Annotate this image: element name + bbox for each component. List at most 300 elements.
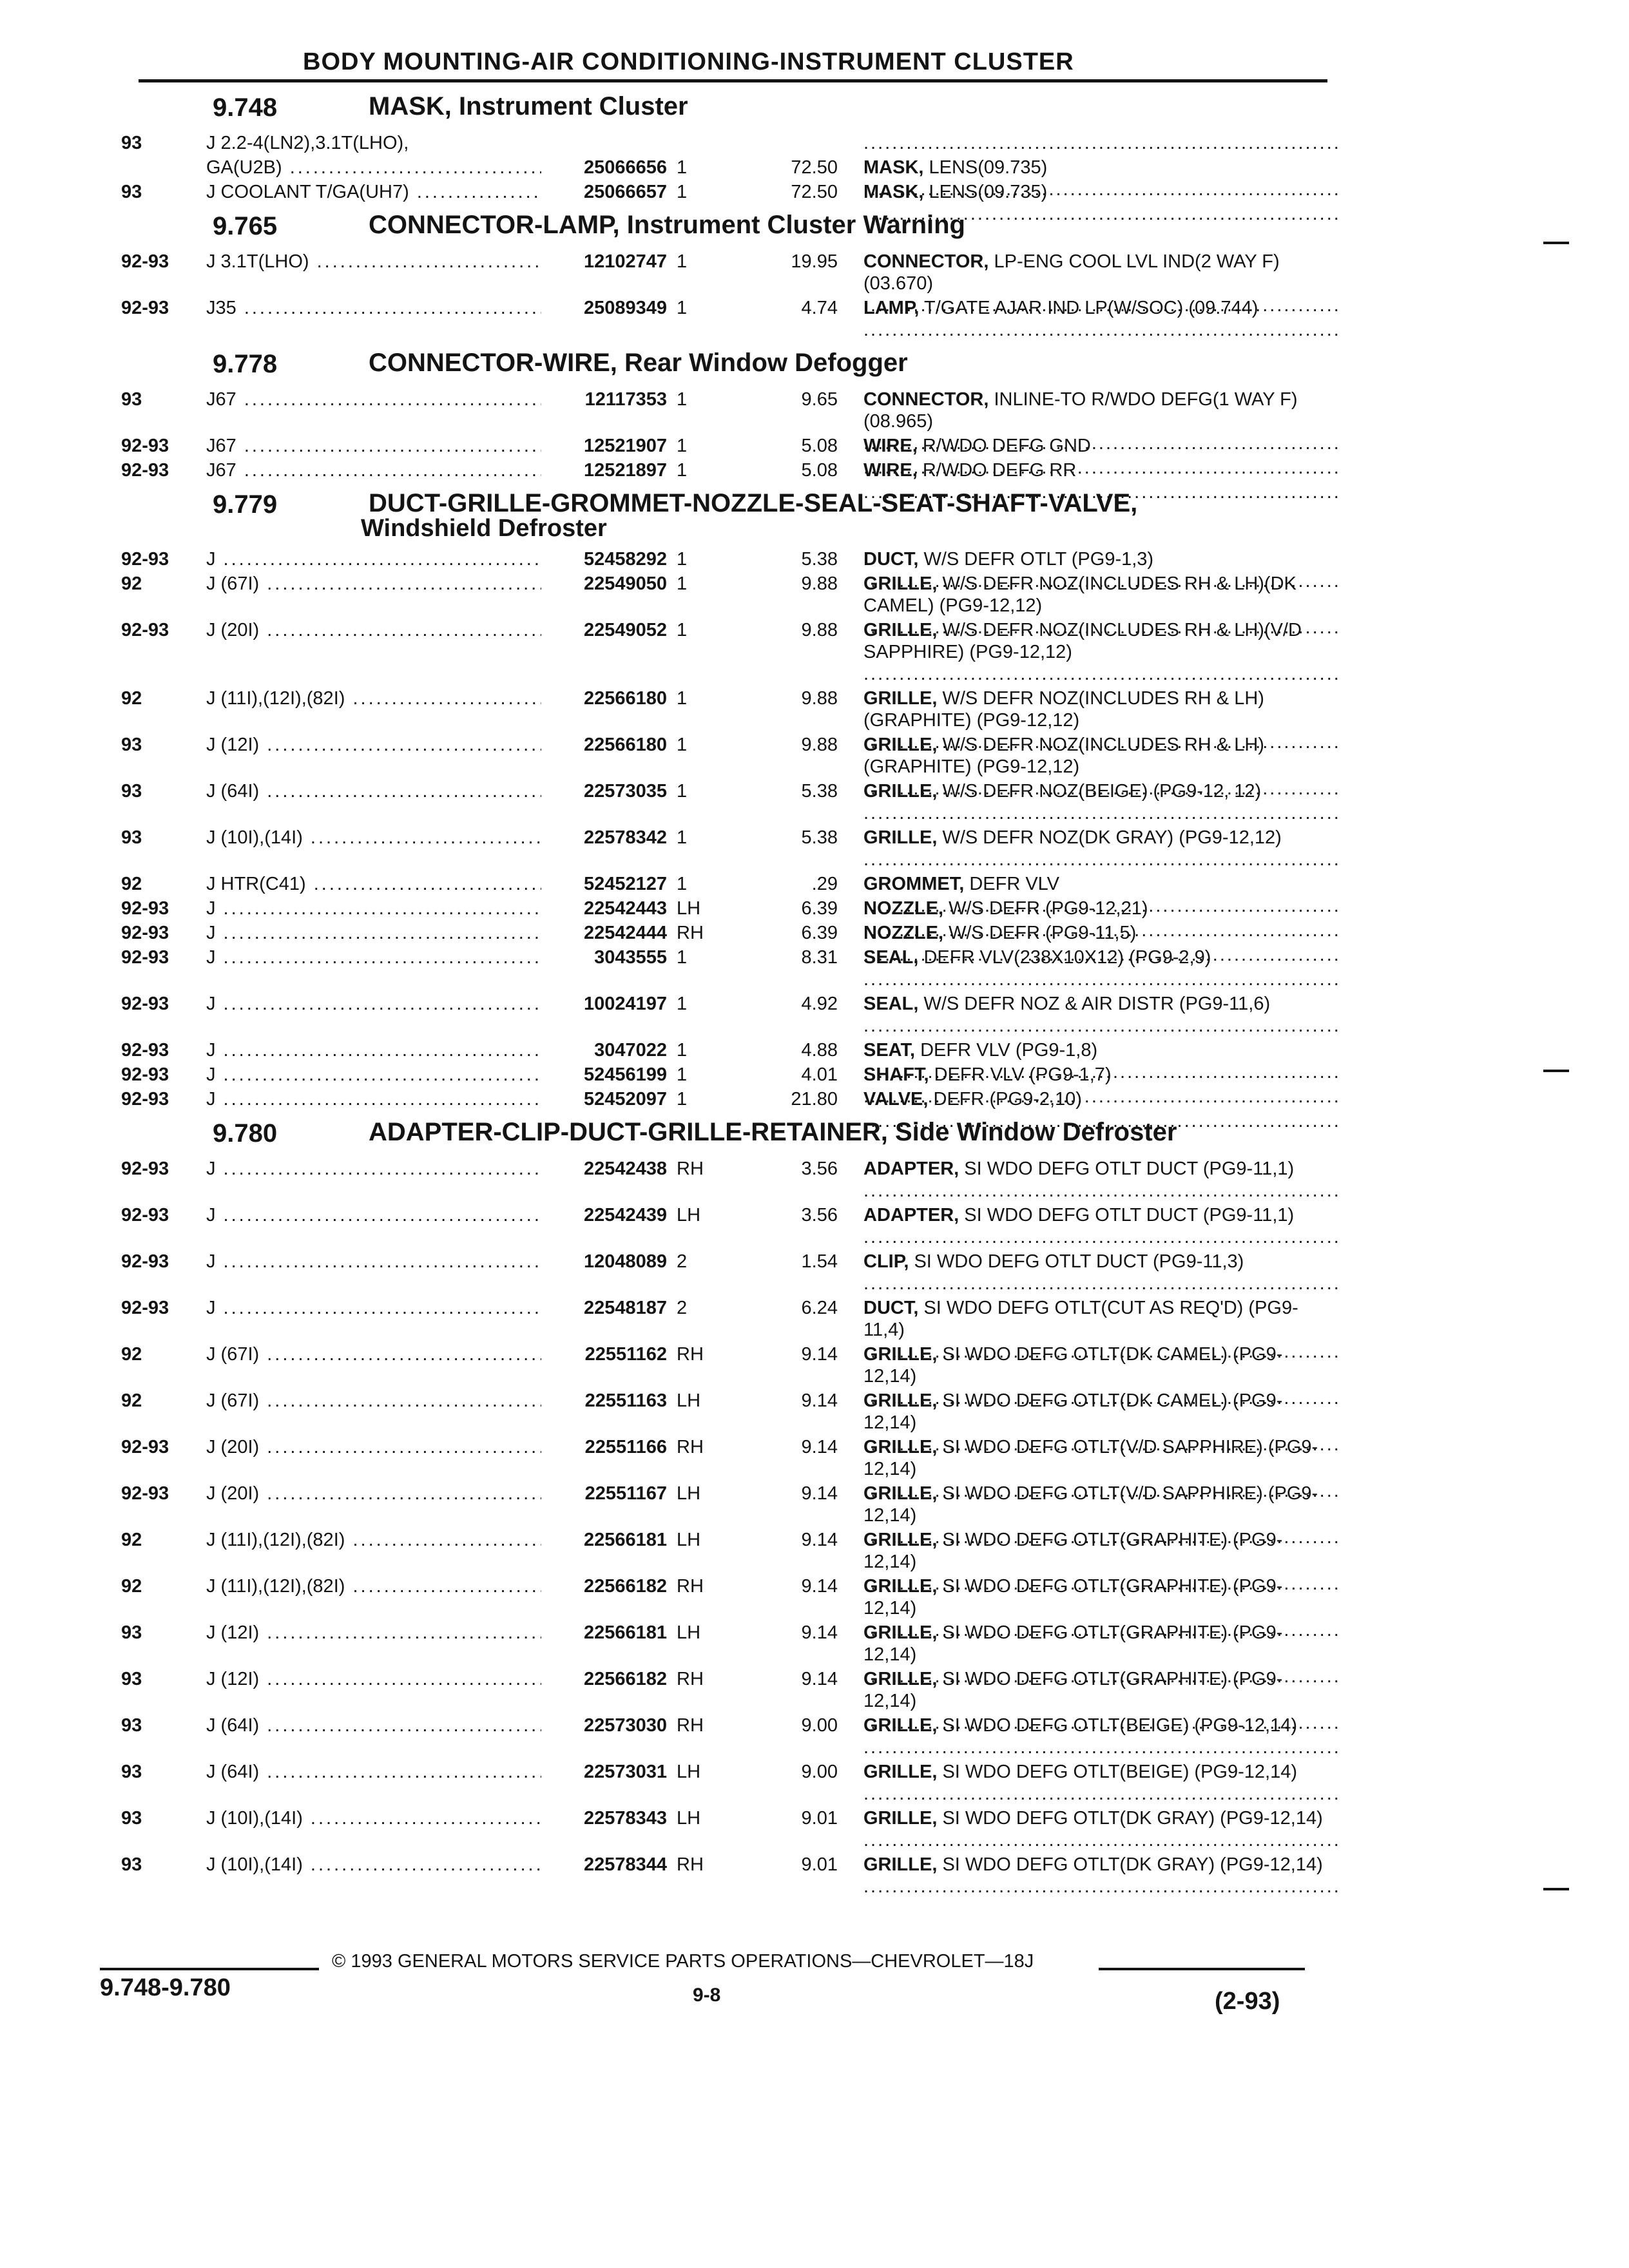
- price: 9.14: [801, 1576, 838, 1597]
- usage-code: J .....: [206, 1039, 541, 1061]
- model-year: 92-93: [121, 898, 169, 919]
- part-number: 22566182: [583, 1576, 667, 1597]
- page-header-title: BODY MOUNTING-AIR CONDITIONING-INSTRUMENT CLUSTER: [303, 48, 1074, 75]
- quantity: 1: [677, 735, 688, 755]
- part-name: GRILLE,: [863, 1483, 938, 1504]
- part-number: 25066657: [583, 182, 667, 202]
- footer-page-number: 9-8: [693, 1984, 721, 2006]
- footer-date: (2-93): [1215, 1988, 1280, 2015]
- part-description: [863, 132, 1327, 154]
- model-year: 93: [121, 1622, 142, 1643]
- price: 72.50: [791, 157, 838, 178]
- part-detail: SI WDO DEFG OTLT(CUT AS REQ'D) (PG9-11,4) .....: [863, 1298, 1341, 1362]
- price: 9.14: [801, 1437, 838, 1457]
- table-row: [0, 993, 1629, 1039]
- part-detail: SI WDO DEFG OTLT(DK CAMEL) (PG9-12,14) .....: [863, 1344, 1341, 1408]
- part-number: 22578342: [583, 827, 667, 848]
- part-name: NOZZLE,: [863, 898, 944, 919]
- usage-code: J67 .....: [206, 389, 541, 410]
- part-detail: W/S DEFR (PG9-12,21) .....: [863, 898, 1341, 941]
- section-heading: [0, 87, 1629, 132]
- quantity: 1: [677, 389, 688, 410]
- part-number: 25066656: [583, 157, 667, 178]
- table-row: [0, 687, 1629, 734]
- quantity: RH: [677, 1669, 704, 1689]
- model-year: 93: [121, 1762, 142, 1782]
- price: 6.39: [801, 898, 838, 919]
- price: 9.14: [801, 1530, 838, 1550]
- part-number: 22542443: [583, 898, 667, 919]
- price: 8.31: [801, 947, 838, 968]
- model-year: 92-93: [121, 994, 169, 1014]
- quantity: 1: [677, 573, 688, 594]
- usage-code: J .....: [206, 1204, 541, 1226]
- price: 21.80: [791, 1089, 838, 1110]
- usage-code: J67 .....: [206, 459, 541, 481]
- model-year: 93: [121, 182, 142, 202]
- usage-code: J (20I) .....: [206, 1436, 541, 1458]
- quantity: LH: [677, 1530, 701, 1550]
- section-heading: [0, 343, 1629, 389]
- part-name: GRILLE,: [863, 1808, 938, 1829]
- table-row: [0, 827, 1629, 873]
- price: 9.88: [801, 688, 838, 709]
- price: 9.01: [801, 1854, 838, 1875]
- usage-code: J35 .....: [206, 297, 541, 319]
- part-detail: SI WDO DEFG OTLT(GRAPHITE) (PG9-12,14) .....: [863, 1576, 1341, 1640]
- margin-tick: [1543, 1070, 1569, 1072]
- quantity: LH: [677, 1762, 701, 1782]
- quantity: LH: [677, 1808, 701, 1829]
- quantity: RH: [677, 1715, 704, 1736]
- part-number: 52458292: [583, 549, 667, 570]
- part-detail: LP-ENG COOL LVL IND(2 WAY F)(03.670) .....: [863, 251, 1341, 316]
- usage-code: J .....: [206, 1251, 541, 1273]
- quantity: LH: [677, 1483, 701, 1504]
- part-detail: W/S DEFR NOZ(INCLUDES RH & LH)(GRAPHITE) (PG9-12,12) .....: [863, 688, 1341, 753]
- part-number: 22551163: [584, 1390, 667, 1411]
- part-name: MASK,: [863, 182, 924, 202]
- price: 6.39: [801, 923, 838, 943]
- part-number: 25089349: [583, 298, 667, 318]
- usage-code: J .....: [206, 993, 541, 1015]
- part-detail: W/S DEFR NOZ(DK GRAY) (PG9-12,12) .....: [863, 827, 1341, 870]
- model-year: 92-93: [121, 1040, 169, 1061]
- section-title: DUCT-GRILLE-GROMMET-NOZZLE-SEAL-SEAT-SHAFT-VALVE,: [369, 489, 1138, 517]
- usage-code: J (12I) .....: [206, 1668, 541, 1690]
- part-detail: R/WDO DEFG RR .....: [863, 460, 1341, 503]
- table-row: [0, 922, 1629, 947]
- part-detail: W/S DEFR NOZ(INCLUDES RH & LH)(V/D SAPPHIRE) (PG9-12,12) .....: [863, 620, 1341, 684]
- part-detail: W/S DEFR NOZ(BEIGE) (PG9-12, 12) .....: [863, 781, 1341, 823]
- price: 5.38: [801, 781, 838, 802]
- table-row: [0, 947, 1629, 993]
- quantity: 1: [677, 1089, 688, 1110]
- model-year: 92: [121, 573, 142, 594]
- part-detail: W/S DEFR OTLT (PG9-1,3) .....: [863, 549, 1341, 591]
- part-name: GRILLE,: [863, 1576, 938, 1597]
- model-year: 92-93: [121, 436, 169, 456]
- part-number: 10024197: [583, 994, 667, 1014]
- part-description: [863, 947, 1327, 990]
- model-year: 92: [121, 688, 142, 709]
- part-description: [863, 1854, 1327, 1898]
- part-number: 22542439: [583, 1205, 667, 1225]
- part-description: [863, 780, 1327, 824]
- price: 5.38: [801, 827, 838, 848]
- price: 6.24: [801, 1298, 838, 1318]
- part-name: ADAPTER,: [863, 1205, 959, 1225]
- model-year: 92: [121, 1344, 142, 1365]
- part-detail: W/S DEFR (PG9-11,5) .....: [863, 923, 1341, 965]
- section-title: CONNECTOR-WIRE, Rear Window Defogger: [369, 349, 908, 377]
- section-number: 9.779: [213, 490, 278, 519]
- part-detail: SI WDO DEFG OTLT DUCT (PG9-11,1) .....: [863, 1158, 1341, 1201]
- part-description: [863, 827, 1327, 870]
- table-row: [0, 1088, 1629, 1113]
- model-year: 93: [121, 781, 142, 802]
- part-number: 22566181: [583, 1530, 667, 1550]
- quantity: RH: [677, 923, 704, 943]
- model-year: 92-93: [121, 1205, 169, 1225]
- part-detail: LENS(09.735) .....: [863, 182, 1341, 224]
- part-detail: DEFR VLV(238X10X12) (PG9-2,9) .....: [863, 947, 1341, 990]
- table-row: [0, 1807, 1629, 1854]
- part-number: 22551166: [584, 1437, 667, 1457]
- section-subtitle: Windshield Defroster: [361, 515, 607, 542]
- part-name: GRILLE,: [863, 620, 938, 640]
- section-title: ADAPTER-CLIP-DUCT-GRILLE-RETAINER, Side Window Defroster: [369, 1118, 1177, 1146]
- model-year: 92-93: [121, 298, 169, 318]
- price: 4.74: [801, 298, 838, 318]
- table-row: [0, 573, 1629, 619]
- part-detail: SI WDO DEFG OTLT(DK CAMEL) (PG9-12,14) .....: [863, 1390, 1341, 1455]
- model-year: 92-93: [121, 549, 169, 570]
- model-year: 93: [121, 1715, 142, 1736]
- model-year: 92-93: [121, 1483, 169, 1504]
- part-name: WIRE,: [863, 460, 918, 481]
- section-number: 9.748: [213, 93, 278, 122]
- usage-code: J .....: [206, 1088, 541, 1110]
- part-number: 22578344: [583, 1854, 667, 1875]
- part-name: GRILLE,: [863, 827, 938, 848]
- part-name: SEAL,: [863, 994, 919, 1014]
- quantity: 1: [677, 827, 688, 848]
- part-detail: [863, 133, 1341, 153]
- table-row: [0, 1575, 1629, 1622]
- part-number: 52452127: [583, 874, 667, 894]
- quantity: 1: [677, 688, 688, 709]
- model-year: 92-93: [121, 1089, 169, 1110]
- table-row: [0, 1158, 1629, 1204]
- quantity: LH: [677, 1390, 701, 1411]
- usage-code: J (64I) .....: [206, 1761, 541, 1783]
- part-number: 22573031: [583, 1762, 667, 1782]
- part-description: [863, 1158, 1327, 1202]
- usage-code: J (11I),(12I),(82I) .....: [206, 687, 541, 709]
- part-description: [863, 1204, 1327, 1248]
- table-row: [0, 873, 1629, 898]
- quantity: RH: [677, 1344, 704, 1365]
- price: 5.08: [801, 436, 838, 456]
- price: 1.54: [801, 1251, 838, 1272]
- quantity: 1: [677, 549, 688, 570]
- section-number: 9.778: [213, 350, 278, 378]
- table-row: [0, 435, 1629, 459]
- table-row: [0, 251, 1629, 297]
- model-year: 92: [121, 1390, 142, 1411]
- price: 9.88: [801, 620, 838, 640]
- price: 4.01: [801, 1064, 838, 1085]
- part-number: 22542444: [583, 923, 667, 943]
- part-name: GRILLE,: [863, 1762, 938, 1782]
- footer-rule-left: [100, 1968, 319, 1970]
- part-description: [863, 297, 1327, 341]
- model-year: 92-93: [121, 947, 169, 968]
- usage-code: J 3.1T(LHO) .....: [206, 251, 541, 273]
- table-row: [0, 1297, 1629, 1343]
- part-number: 22549052: [583, 620, 667, 640]
- price: 9.00: [801, 1715, 838, 1736]
- quantity: RH: [677, 1158, 704, 1179]
- part-detail: SI WDO DEFG OTLT(DK GRAY) (PG9-12,14) .....: [863, 1854, 1341, 1897]
- part-name: GRILLE,: [863, 1622, 938, 1643]
- part-description: [863, 1251, 1327, 1294]
- price: 19.95: [791, 251, 838, 272]
- table-row: [0, 1483, 1629, 1529]
- usage-code: J (64I) .....: [206, 780, 541, 802]
- part-number: 12102747: [583, 251, 667, 272]
- table-row: [0, 157, 1629, 181]
- part-detail: SI WDO DEFG OTLT DUCT (PG9-11,3) .....: [863, 1251, 1341, 1294]
- usage-code: J (64I) .....: [206, 1715, 541, 1736]
- section-title: MASK, Instrument Cluster: [369, 92, 688, 120]
- price: 9.00: [801, 1762, 838, 1782]
- price: 9.14: [801, 1622, 838, 1643]
- model-year: 93: [121, 1808, 142, 1829]
- usage-code: J COOLANT T/GA(UH7) .....: [206, 181, 541, 203]
- margin-tick: [1543, 1888, 1569, 1890]
- part-description: [863, 1715, 1327, 1758]
- table-row: [0, 297, 1629, 343]
- table-row: [0, 1622, 1629, 1668]
- usage-code: J (20I) .....: [206, 619, 541, 641]
- quantity: 1: [677, 460, 688, 481]
- part-name: GRILLE,: [863, 1669, 938, 1689]
- usage-code: J .....: [206, 1158, 541, 1180]
- part-name: GRILLE,: [863, 688, 938, 709]
- quantity: 1: [677, 157, 688, 178]
- section-heading: [0, 1113, 1629, 1158]
- part-name: SHAFT,: [863, 1064, 929, 1085]
- part-number: 22566180: [583, 688, 667, 709]
- usage-code: J (20I) .....: [206, 1483, 541, 1504]
- table-row: [0, 1064, 1629, 1088]
- quantity: 1: [677, 251, 688, 272]
- model-year: 93: [121, 1854, 142, 1875]
- usage-code: GA(U2B) .....: [206, 157, 541, 178]
- price: 9.65: [801, 389, 838, 410]
- model-year: 92-93: [121, 1064, 169, 1085]
- quantity: LH: [677, 1622, 701, 1643]
- table-row: [0, 898, 1629, 922]
- part-number: 52456199: [583, 1064, 667, 1085]
- part-name: MASK,: [863, 157, 924, 178]
- part-name: GRILLE,: [863, 1715, 938, 1736]
- model-year: 93: [121, 827, 142, 848]
- price: 9.88: [801, 573, 838, 594]
- part-name: DUCT,: [863, 549, 919, 570]
- part-name: GRILLE,: [863, 781, 938, 802]
- quantity: RH: [677, 1576, 704, 1597]
- section-number: 9.780: [213, 1119, 278, 1148]
- part-detail: W/S DEFR NOZ(INCLUDES RH & LH)(DK CAMEL) (PG9-12,12) .....: [863, 573, 1341, 638]
- part-number: 22549050: [583, 573, 667, 594]
- usage-code: J (67I) .....: [206, 1343, 541, 1365]
- part-name: LAMP,: [863, 298, 920, 318]
- usage-code: J HTR(C41) .....: [206, 873, 541, 895]
- table-row: [0, 1529, 1629, 1575]
- part-number: 22548187: [583, 1298, 667, 1318]
- table-row: [0, 181, 1629, 206]
- model-year: 93: [121, 735, 142, 755]
- model-year: 92-93: [121, 620, 169, 640]
- part-detail: SI WDO DEFG OTLT(BEIGE) (PG9-12,14) .....: [863, 1715, 1341, 1758]
- part-detail: DEFR VLV (PG9-1,7) .....: [863, 1064, 1341, 1107]
- part-name: GRILLE,: [863, 1854, 938, 1875]
- part-description: [863, 993, 1327, 1037]
- section-title: CONNECTOR-LAMP, Instrument Cluster Warning: [369, 211, 965, 239]
- table-row: [0, 1761, 1629, 1807]
- table-row: [0, 1251, 1629, 1297]
- part-name: CONNECTOR,: [863, 389, 989, 410]
- usage-code: J (67I) .....: [206, 573, 541, 595]
- part-number: 22566181: [583, 1622, 667, 1643]
- usage-code: J .....: [206, 548, 541, 570]
- usage-code: J .....: [206, 1297, 541, 1319]
- table-row: [0, 1854, 1629, 1900]
- quantity: 1: [677, 781, 688, 802]
- part-detail: SI WDO DEFG OTLT DUCT (PG9-11,1) .....: [863, 1205, 1341, 1247]
- table-row: [0, 132, 1629, 157]
- part-number: 22551167: [584, 1483, 667, 1504]
- part-name: WIRE,: [863, 436, 918, 456]
- usage-code: J 2.2-4(LN2),3.1T(LHO),: [206, 133, 409, 153]
- part-detail: DEFR VLV (PG9-1,8) .....: [863, 1040, 1341, 1082]
- price: 4.92: [801, 994, 838, 1014]
- usage-code: J (10I),(14I) .....: [206, 1854, 541, 1876]
- part-name: GRILLE,: [863, 1437, 938, 1457]
- table-row: [0, 619, 1629, 687]
- table-row: [0, 1436, 1629, 1483]
- usage-code: J .....: [206, 898, 541, 919]
- quantity: 1: [677, 947, 688, 968]
- table-row: [0, 1343, 1629, 1390]
- table-row: [0, 1204, 1629, 1251]
- part-name: VALVE,: [863, 1089, 929, 1110]
- part-name: GRILLE,: [863, 573, 938, 594]
- part-name: GRILLE,: [863, 1390, 938, 1411]
- model-year: 93: [121, 1669, 142, 1689]
- part-detail: SI WDO DEFG OTLT(GRAPHITE) (PG9-12,14) .....: [863, 1622, 1341, 1687]
- part-number: 22573035: [583, 781, 667, 802]
- usage-code: J .....: [206, 1064, 541, 1086]
- table-row: [0, 1390, 1629, 1436]
- part-number: 22542438: [583, 1158, 667, 1179]
- usage-code: J (12I) .....: [206, 1622, 541, 1644]
- price: 9.14: [801, 1344, 838, 1365]
- quantity: 1: [677, 620, 688, 640]
- quantity: 1: [677, 182, 688, 202]
- usage-code: J (12I) .....: [206, 734, 541, 756]
- quantity: 2: [677, 1298, 688, 1318]
- part-detail: SI WDO DEFG OTLT(DK GRAY) (PG9-12,14) .....: [863, 1808, 1341, 1850]
- part-detail: SI WDO DEFG OTLT(V/D SAPPHIRE) (PG9-12,14) .....: [863, 1437, 1341, 1501]
- price: .29: [811, 874, 838, 894]
- part-detail: W/S DEFR NOZ & AIR DISTR (PG9-11,6) .....: [863, 994, 1341, 1036]
- part-detail: R/WDO DEFG GND .....: [863, 436, 1341, 478]
- model-year: 92-93: [121, 251, 169, 272]
- section-heading: [0, 206, 1629, 251]
- table-row: [0, 389, 1629, 435]
- model-year: 92: [121, 1530, 142, 1550]
- part-number: 52452097: [583, 1089, 667, 1110]
- margin-tick: [1543, 242, 1569, 244]
- part-name: GRILLE,: [863, 1344, 938, 1365]
- section-number: 9.765: [213, 212, 278, 240]
- price: 5.08: [801, 460, 838, 481]
- part-name: DUCT,: [863, 1298, 919, 1318]
- quantity: LH: [677, 898, 701, 919]
- model-year: 92-93: [121, 1298, 169, 1318]
- price: 3.56: [801, 1205, 838, 1225]
- part-detail: T/GATE AJAR IND LP(W/SOC) (09.744) .....: [863, 298, 1341, 340]
- part-number: 3043555: [594, 947, 667, 968]
- usage-code: J (11I),(12I),(82I) .....: [206, 1529, 541, 1551]
- usage-code: J67 .....: [206, 435, 541, 457]
- quantity: RH: [677, 1437, 704, 1457]
- model-year: 92: [121, 874, 142, 894]
- part-name: GROMMET,: [863, 874, 965, 894]
- part-name: NOZZLE,: [863, 923, 944, 943]
- quantity: LH: [677, 1205, 701, 1225]
- part-name: GRILLE,: [863, 735, 938, 755]
- price: 9.14: [801, 1669, 838, 1689]
- quantity: 1: [677, 436, 688, 456]
- part-detail: DEFR (PG9-2,10) .....: [863, 1089, 1341, 1131]
- part-detail: INLINE-TO R/WDO DEFG(1 WAY F)(08.965) .....: [863, 389, 1341, 454]
- model-year: 92-93: [121, 1437, 169, 1457]
- usage-code: J (67I) .....: [206, 1390, 541, 1412]
- price: 9.14: [801, 1390, 838, 1411]
- parts-list: [0, 87, 1629, 1900]
- price: 72.50: [791, 182, 838, 202]
- part-description: [863, 1761, 1327, 1805]
- usage-code: J (11I),(12I),(82I) .....: [206, 1575, 541, 1597]
- model-year: 92-93: [121, 460, 169, 481]
- table-row: [0, 780, 1629, 827]
- usage-code: J .....: [206, 922, 541, 944]
- usage-code: J (10I),(14I) .....: [206, 1807, 541, 1829]
- price: 5.38: [801, 549, 838, 570]
- part-name: ADAPTER,: [863, 1158, 959, 1179]
- table-row: [0, 1668, 1629, 1715]
- part-number: 12048089: [583, 1251, 667, 1272]
- table-row: [0, 1039, 1629, 1064]
- model-year: 93: [121, 389, 142, 410]
- model-year: 92-93: [121, 1251, 169, 1272]
- table-row: [0, 459, 1629, 484]
